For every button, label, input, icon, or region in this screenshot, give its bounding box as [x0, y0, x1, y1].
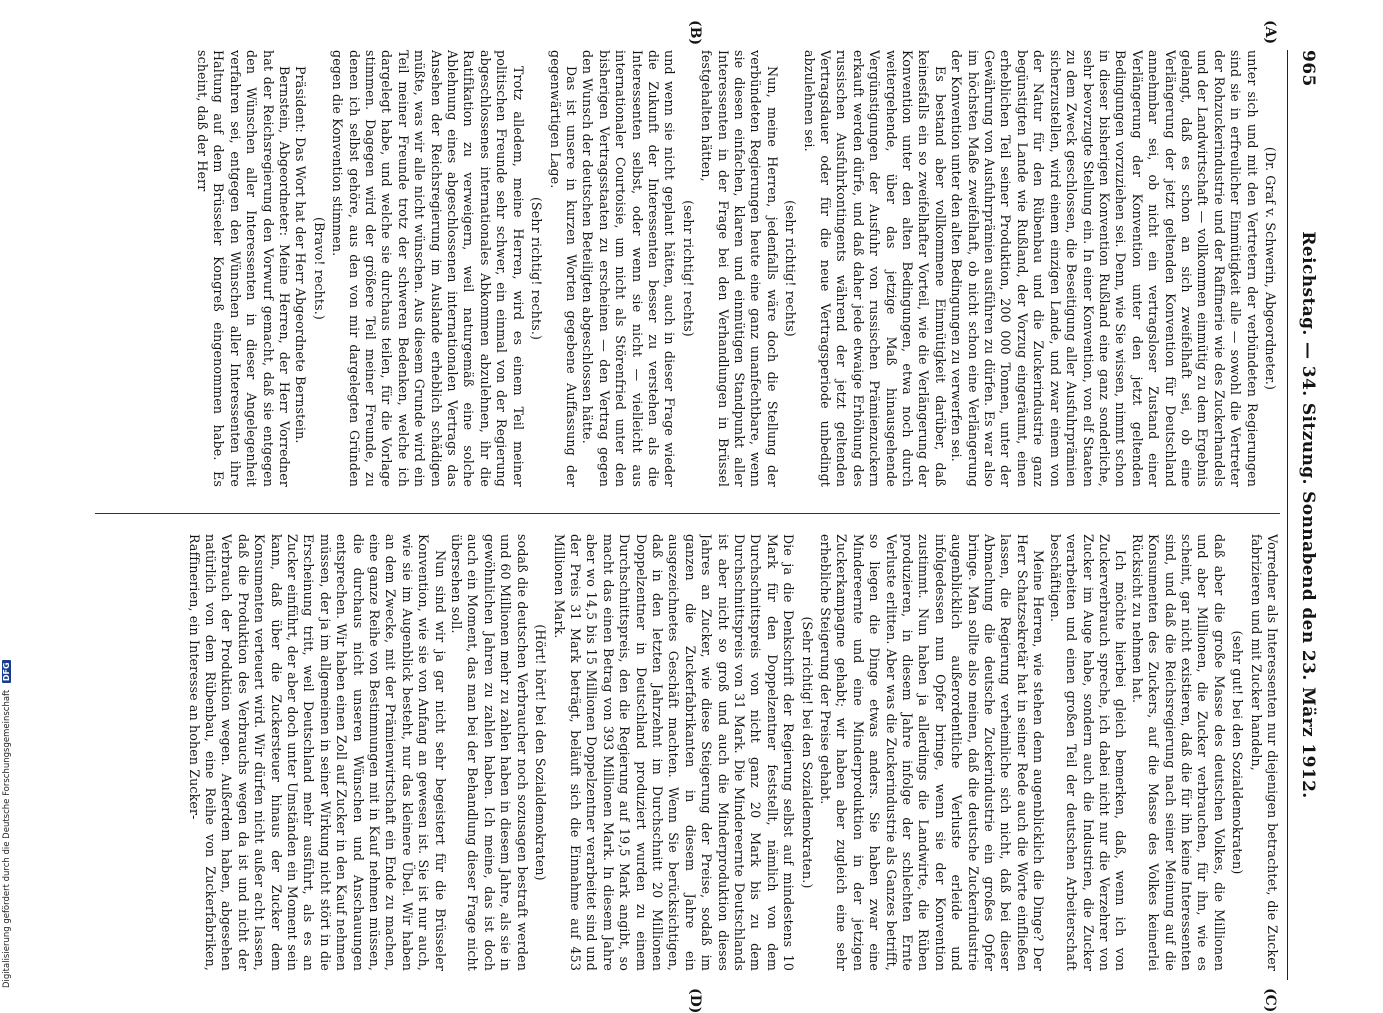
paragraph: und wenn sie nicht geplant hätten, auch in dieser Frage wieder die Zukunft der Interessenten besser zu verstehen als die Interessenten selbst, oder wenn sie nicht — vielleicht aus internationaler Courtoisie, um nicht als Störenfried unter den bisherigen Vertragsstaaten zu erscheinen — den Vertrag gegen den Wunsch der deutschen Beteiligten abgeschlossen hätte.	[580, 50, 678, 487]
running-header	[1292, 50, 1318, 980]
interjection: (Sehr richtig! bei den Sozialdemokraten.)	[799, 616, 815, 889]
margin-marker-a: (A)	[1262, 20, 1278, 45]
paragraph: unter sich und mit den Vertretern der verbündeten Regierungen sind sie in erfreulicher Einmütigkeit alle — sowohl die Vertreter der Rohzuckerindustrie und der Raffinerie wie des Zuckerhandels und der Landwirtschaft — vollkommen einmütig zu dem Ergebnis gelangt, daß es schon an sich zweifelhaft sei, ob eine Verlängerung der jetzt geltenden Konvention für Deutschland annehmbar sei, ob nicht ein vertragsloser Zustand einer Verlängerung der Konvention unter den jetzt geltenden Bedingungen vorzuziehen sei. Denn, wie Sie wissen, nimmt schon in dieser bisherigen Konvention Rußland eine ganz sonderliche, sehr bevorzugte Stellung ein. In einer Konvention, von elf Staaten zu dem Zweck geschlossen, die Beseitigung aller Ausfuhrprämien sicherzustellen, wird einem einzigen Lande, und zwar einem von der Natur für den Rübenbau und die Zuckerindustrie ganz begünstigten Lande wie Rußland, der Vorzug eingeräumt, einen erheblichen Teil seiner Produktion, 200 000 Tonnen, unter der Gewährung von Ausfuhrprämien ausführen zu dürfen. Es war also im höchsten Maße zweifelhaft, ob nicht schon eine Verlängerung der Konvention unter den alten Bedingungen zu verwerfen sei.	[949, 50, 1260, 487]
column-divider	[95, 513, 1280, 514]
paragraph: Die ja die Denkschrift der Regierung selbst auf mindestens 10 Mark für den Doppelzentner feststellt, nämlich von dem Durchschnittspreis von nicht ganz 20 Mark bis zu dem Durchschnittspreis von 31 Mark. Die Mindereernte Deutschlands ist aber nicht so groß und auch die Minderproduktion dieses Jahres an Zucker, wie diese Steigerung der Preise, sodaß im ganzen die Zuckerfabrikanten in diesem Jahre ein ausgezeichnetes Geschäft machten. Wenn Sie berücksichtigen, daß in den letzten Jahrzehnt im Durchschnitt 20 Millionen Doppelzentner in Deutschland produziert wurden zu einem Durchschnittspreis, den die Regierung auf 19,5 Mark angibt, so macht das einen Betrag von 393 Millionen Mark. In diesem Jahre aber wo 14,5 bis 15 Millionen Doppelzentner verarbeitet sind und der Preis 31 Mark beträgt, beläuft sich die Einnahme auf 453 Millionen Mark.	[551, 534, 797, 971]
paragraph: Bernstein, Abgeordneter: Meine Herren, der Herr Vorredner hat der Reichsregierung den Vorwurf gemacht, daß sie entgegen den Wünschen aller Interessenten in dieser Angelegenheit verfahren sei, entgegen den Wünschen aller Interessenten ihre Haltung auf dem Brüsseler Kongreß eingenommen habe. Es scheint, daß der Herr	[195, 50, 293, 487]
digitization-credit	[2, 588, 16, 988]
paragraph: sodaß die deutschen Verbraucher noch sozusagen bestraft werden und 60 Millionen mehr zu zahlen haben in diesem Jahre, als sie in gewöhnlichen Jahren zu zahlen haben. Ich meine, das ist doch auch ein Moment, das man bei der Behandlung dieser Frage nicht übersehen soll.	[449, 534, 530, 971]
margin-marker-d: (D)	[687, 988, 703, 1013]
dfg-logo-icon: DFG	[2, 662, 11, 682]
paragraph: daß aber die große Masse des deutschen Volkes, die Millionen und aber Millionen, die Zucker verbrauchen, für ihn, wie es scheint, gar nicht existieren, daß die für ihn keine Interessenten sind, und daß die Reichsregierung nach seiner Meinung auf die Konsumenten des Zuckers, auf die Masse des Volkes keinerlei Rücksicht zu nehmen hat.	[1129, 534, 1227, 971]
left-column	[90, 50, 1280, 487]
right-column	[90, 534, 1280, 971]
paragraph: Es bestand aber vollkommene Einmütigkeit darüber, daß keinesfalls ein so zweifelhafter Vorteil, wie die Verlängerung der Konvention unter den alten Bedingungen, etwa noch durch weitergehende, über das jetzige Maß hinausgehende Vergünstigungen der Ausfuhr von russischen Prämienzuckern erkauft werden dürfe, und daß daher jede etwaige Erhöhung des russischen Ausfuhrkontingents während der jetzt geltenden Vertragsdauer oder für die neue Vertragsperiode unbedingt abzulehnen sei.	[801, 50, 948, 487]
interjection: (sehr gut! bei den Sozialdemokraten)	[1230, 630, 1246, 875]
interjection: (sehr richtig! rechts)	[783, 200, 799, 337]
margin-marker-c: (C)	[1262, 988, 1278, 1013]
paragraph: Ich möchte hierbei gleich bemerken, daß, wenn ich von Zuckerverbrauch spreche, ich dabei nicht nur die Verzehrer von Zucker im Auge habe, sondern auch die Industrien, die Zucker verarbeiten und einen großen Teil der deutschen Arbeiterschaft beschäftigen.	[1047, 534, 1129, 971]
interjection: (sehr richtig! rechts)	[680, 200, 696, 337]
scanned-page	[83, 20, 1318, 1013]
header-rule	[1287, 50, 1288, 980]
page-number: 965	[1298, 50, 1318, 87]
interjection: (Sehr richtig! rechts.)	[529, 196, 545, 341]
margin-marker-b: (B)	[687, 20, 703, 46]
paragraph: Nun sind wir ja gar nicht sehr begeistert für die Brüsseler Konvention, wie sie von Anfang an gewesen ist. Sie ist nur auch, wie sie im Augenblick besteht, nur das kleinere Übel. Wir haben an dem Zwecke, mit der Prämienwirtschaft ein Ende zu machen, eine ganze Reihe von Bestimmungen mit in Kauf nehmen müssen, die durchaus nicht unseren Wünschen und Anschauungen entsprechen. Wir haben einen Zoll auf Zucker in den Kauf nehmen müssen, der ja im allgemeinen in seiner Wirkung nicht stört in die Erscheinung tritt, weil Deutschland mehr ausführt, als es an Zucker einführt, der aber doch unter Umständen ein Moment sein kann, daß über die Zuckersteuer hinaus der Zucker dem Konsumenten verteuert wird. Wir dürfen nicht außer acht lassen, daß die Produktion des Verbrauchs wegen da ist und nicht der Verbrauch der Produktion wegen. Außerdem haben, abgesehen natürlich von dem Rübenbau, eine Reihe von Zuckerfabriken, Raffinerien, ein Interesse an hohen Zucker-	[186, 534, 448, 971]
interjection: (Bravo! rechts.)	[311, 217, 327, 320]
credit-text: Digitalisierung gefördert durch die Deutsche Forschungsgemeinschaft	[2, 689, 12, 988]
interjection: (Hört! hört! bei den Sozialdemokraten)	[533, 624, 549, 881]
paragraph: Meine Herren, wie stehen denn augenblicklich die Dinge? Der Herr Schatzsekretär hat in seiner Rede auch die Worte einfließen lassen, die Regierung verheimliche sich nicht, daß bei dieser Abmachung die deutsche Zuckerindustrie ein großes Opfer bringe. Man sollte also meinen, daß die deutsche Zuckerindustrie augenblicklich außerordentliche Verluste erleide und infolgedessen nun Opfer bringe, wenn sie der Konvention zustimmt. Nun haben ja allerdings die Landwirte, die Rüben produzieren, in diesem Jahre infolge der schlechten Ernte Verluste erlitten. Aber was die Zuckerindustrie als Ganzes betrifft, so liegen die Dinge etwas anders. Sie haben zwar eine Mindereernte und eine Minderproduktion in der jetzigen Zuckerkampagne gehabt; wir haben aber zugleich eine sehr erhebliche Steigerung der Preise gehabt.	[818, 534, 1047, 971]
paragraph: Präsident: Das Wort hat der Herr Abgeordnete Bernstein.	[293, 66, 309, 444]
paragraph: Trotz alledem, meine Herren, wird es einem Teil meiner politischen Freunde sehr schwer, ein einmal von der Regierung abgeschlossenes internationales Abkommen abzulehnen, ihr die Ratifikation zu verweigern, weil naturgemäß eine solche Ablehnung eines abgeschlossenen internationalen Vertrags das Ansehen der Reichsregierung im Auslande erheblich schädigen müßte, was wir alle nicht wünschen. Aus diesem Grunde wird ein Teil meiner Freunde trotz der schweren Bedenken, welche ich dargelegt habe, und welche sie durchaus teilen, für die Vorlage stimmen. Dagegen wird der größere Teil meiner Freunde, zu denen ich selbst gehöre, aus den von mir dargelegten Gründen gegen die Konvention stimmen.	[330, 50, 526, 487]
paragraph: Das ist unsere in kurzen Worten gegebene Auffassung der gegenwärtigen Lage.	[547, 50, 579, 487]
page-title: Reichstag. — 34. Sitzung. Sonnabend den 23. März 1912.	[1298, 231, 1318, 799]
paragraph: Vorredner als Interessenten nur diejenigen betrachtet, die Zucker fabrizieren und mit Zucker handeln,	[1248, 534, 1280, 971]
paragraph: Nun, meine Herren, jedenfalls wäre doch die Stellung der verbündeten Regierungen heute eine ganz unanfechtbare, wenn sie diesen einfachen, klaren und einmütigen Standpunkt aller Interessenten in der Frage bei den Verhandlungen in Brüssel festgehalten hätten,	[699, 50, 780, 487]
speaker-note: (Dr. Graf v. Schwerin, Abgeordneter.)	[1263, 146, 1278, 391]
